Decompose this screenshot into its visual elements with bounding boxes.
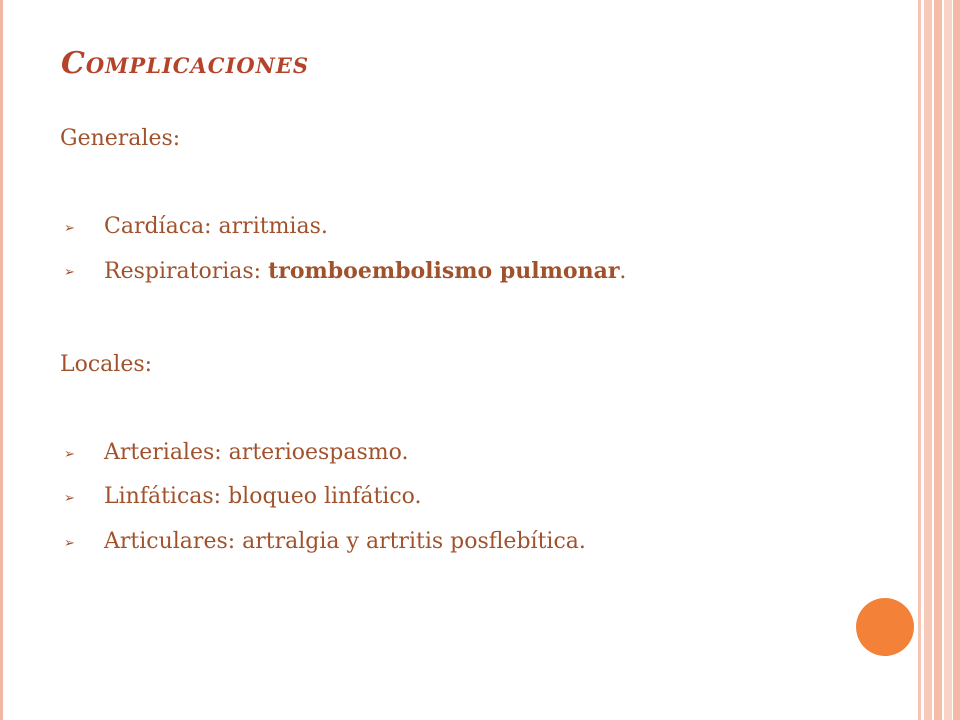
- local-heading: Locales:: [60, 352, 153, 377]
- general-heading: Generales:: [60, 126, 181, 151]
- local-item-arterial: Arteriales: arterioespasmo.: [104, 440, 409, 465]
- arrowhead-bullet-icon: ➢: [64, 447, 75, 462]
- arrowhead-bullet-icon: ➢: [64, 536, 75, 551]
- local-item-lymphatic: Linfáticas: bloqueo linfático.: [104, 484, 422, 509]
- arrowhead-bullet-icon: ➢: [64, 265, 75, 280]
- item-prefix: Respiratorias:: [104, 259, 269, 284]
- deco-stripe: [944, 0, 952, 720]
- general-item-cardiac: Cardíaca: arritmias.: [104, 214, 328, 239]
- deco-stripe: [924, 0, 932, 720]
- left-border-stripe: [0, 0, 3, 720]
- orange-circle-decoration: [856, 598, 914, 656]
- deco-stripe: [934, 0, 942, 720]
- arrowhead-bullet-icon: ➢: [64, 491, 75, 506]
- arrowhead-bullet-icon: ➢: [64, 221, 75, 236]
- deco-stripe: [953, 0, 960, 720]
- slide-title: Complicaciones: [61, 46, 309, 81]
- item-suffix: .: [619, 259, 627, 284]
- item-emphasis: tromboembolismo pulmonar: [268, 258, 620, 284]
- general-item-respiratory: [104, 260, 626, 283]
- local-item-articular: Articulares: artralgia y artritis posflebítica.: [104, 529, 586, 554]
- deco-stripe: [918, 0, 921, 720]
